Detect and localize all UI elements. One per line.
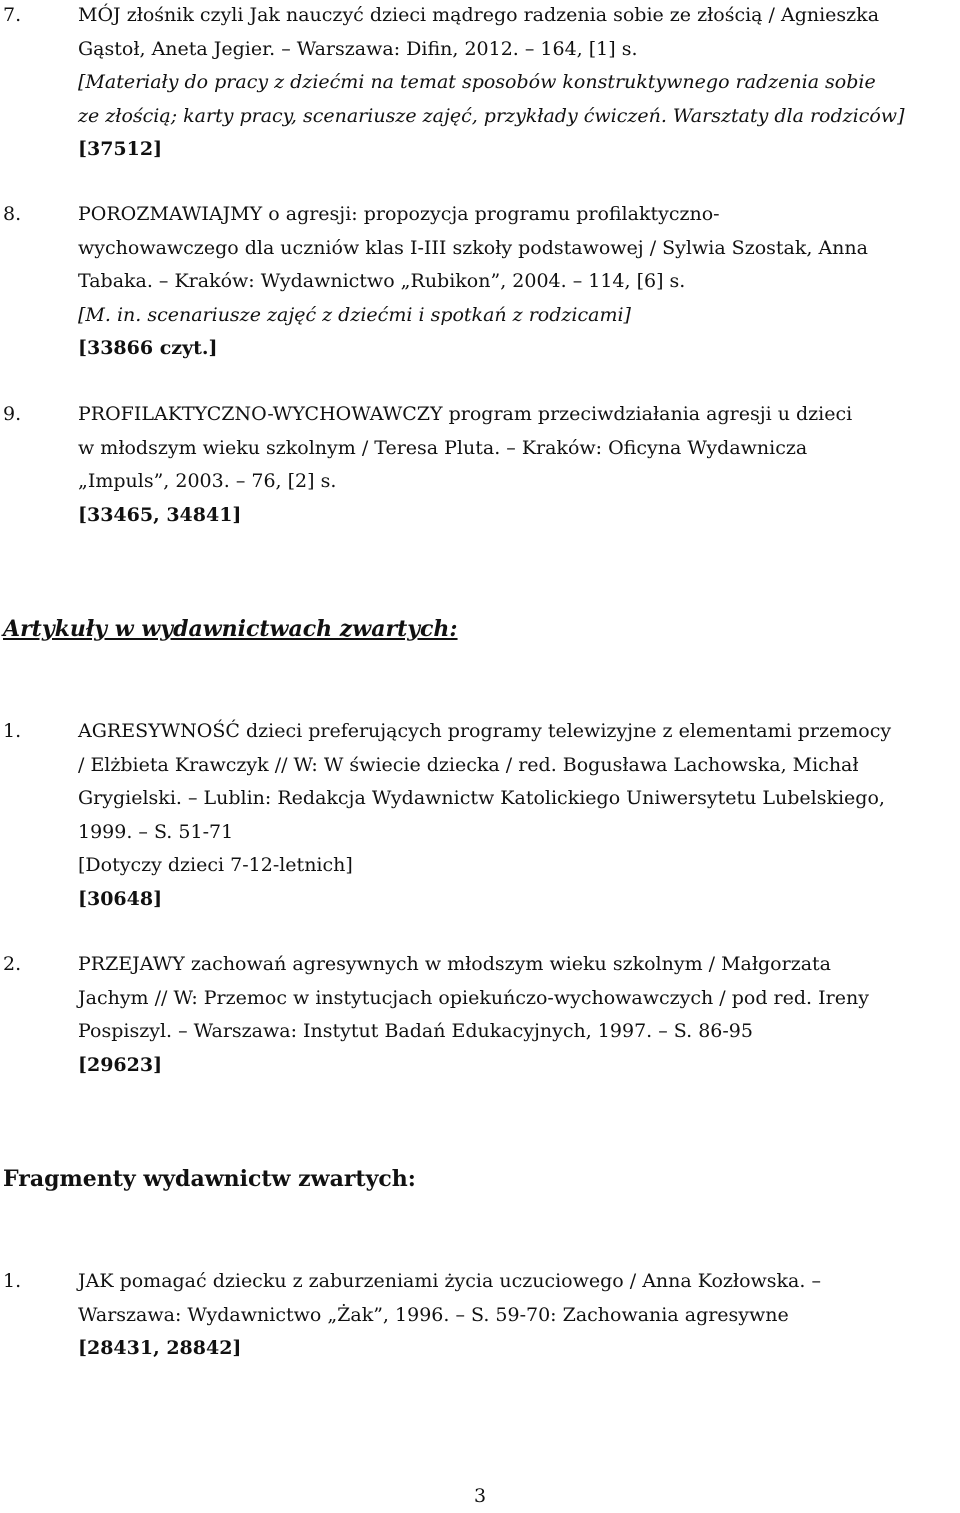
- section-heading-fragments: Fragmenty wydawnictw zwartych:: [3, 1166, 416, 1192]
- entry-text-line: AGRESYWNOŚĆ dzieci preferujących programy telewizyjne z elementami przemocy: [78, 720, 892, 742]
- entry-text-line: / Elżbieta Krawczyk // W: W świecie dziecka / red. Bogusława Lachowska, Michał: [78, 753, 859, 776]
- entry-number: 8.: [3, 203, 22, 225]
- bibliography-entry-8: [0, 198, 958, 366]
- entry-text-line: [Dotyczy dzieci 7-12-letnich]: [78, 854, 353, 876]
- entry-text-line: Gąstoł, Aneta Jegier. – Warszawa: Difin, 2012. – 164, [1] s.: [78, 37, 638, 60]
- entry-number: 1.: [3, 720, 22, 742]
- entry-text-line: Tabaka. – Kraków: Wydawnictwo „Rubikon”, 2004. – 114, [6] s.: [78, 270, 686, 292]
- entry-text-line: Pospiszyl. – Warszawa: Instytut Badań Edukacyjnych, 1997. – S. 86-95: [78, 1020, 753, 1042]
- entry-signature: [33866 czyt.]: [78, 337, 218, 359]
- entry-note-line: [Materiały do pracy z dziećmi na temat sposobów konstruktywnego radzenia sobie: [78, 71, 876, 93]
- fragment-entry-1: [0, 1265, 958, 1366]
- entry-text-line: Jachym // W: Przemoc w instytucjach opiekuńczo-wychowawczych / pod red. Ireny: [78, 986, 869, 1009]
- entry-text-line: 1999. – S. 51-71: [78, 820, 234, 843]
- entry-text-line: POROZMAWIAJMY o agresji: propozycja programu profilaktyczno-: [78, 203, 720, 225]
- entry-signature: [28431, 28842]: [78, 1337, 242, 1359]
- entry-text-line: MÓJ złośnik czyli Jak nauczyć dzieci mądrego radzenia sobie ze złością / Agnieszka: [78, 4, 880, 26]
- page-number: 3: [473, 1485, 487, 1507]
- entry-signature: [33465, 34841]: [78, 503, 242, 526]
- entry-text-line: PROFILAKTYCZNO-WYCHOWAWCZY program przeciwdziałania agresji u dzieci: [78, 403, 853, 425]
- entry-signature: [37512]: [78, 138, 163, 160]
- entry-signature: [30648]: [78, 887, 163, 910]
- entry-note-line: [M. in. scenariusze zajęć z dziećmi i spotkań z rodzicami]: [78, 303, 631, 326]
- entry-signature: [29623]: [78, 1053, 163, 1076]
- entry-number: 1.: [3, 1270, 22, 1292]
- entry-text-line: „Impuls”, 2003. – 76, [2] s.: [78, 470, 337, 492]
- article-entry-1: [0, 715, 958, 916]
- entry-number: 9.: [3, 403, 22, 425]
- bibliography-entry-9: [0, 398, 958, 532]
- entry-note-line: ze złością; karty pracy, scenariusze zajęć, przykłady ćwiczeń. Warsztaty dla rodziców]: [78, 104, 905, 127]
- entry-text-line: Warszawa: Wydawnictwo „Żak”, 1996. – S. 59-70: Zachowania agresywne: [78, 1303, 789, 1326]
- entry-text-line: wychowawczego dla uczniów klas I-III szkoły podstawowej / Sylwia Szostak, Anna: [78, 236, 868, 259]
- bibliography-entry-7: [0, 0, 958, 167]
- article-entry-2: [0, 948, 958, 1082]
- entry-text-line: PRZEJAWY zachowań agresywnych w młodszym wieku szkolnym / Małgorzata: [78, 953, 832, 975]
- entry-number: 7.: [3, 4, 22, 26]
- entry-text-line: w młodszym wieku szkolnym / Teresa Pluta. – Kraków: Oficyna Wydawnicza: [78, 436, 808, 459]
- section-heading-articles: Artykuły w wydawnictwach zwartych:: [3, 616, 458, 642]
- entry-text-line: Grygielski. – Lublin: Redakcja Wydawnictw Katolickiego Uniwersytetu Lubelskiego,: [78, 787, 885, 809]
- entry-number: 2.: [3, 953, 22, 975]
- entry-text-line: JAK pomagać dziecku z zaburzeniami życia uczuciowego / Anna Kozłowska. –: [78, 1270, 821, 1292]
